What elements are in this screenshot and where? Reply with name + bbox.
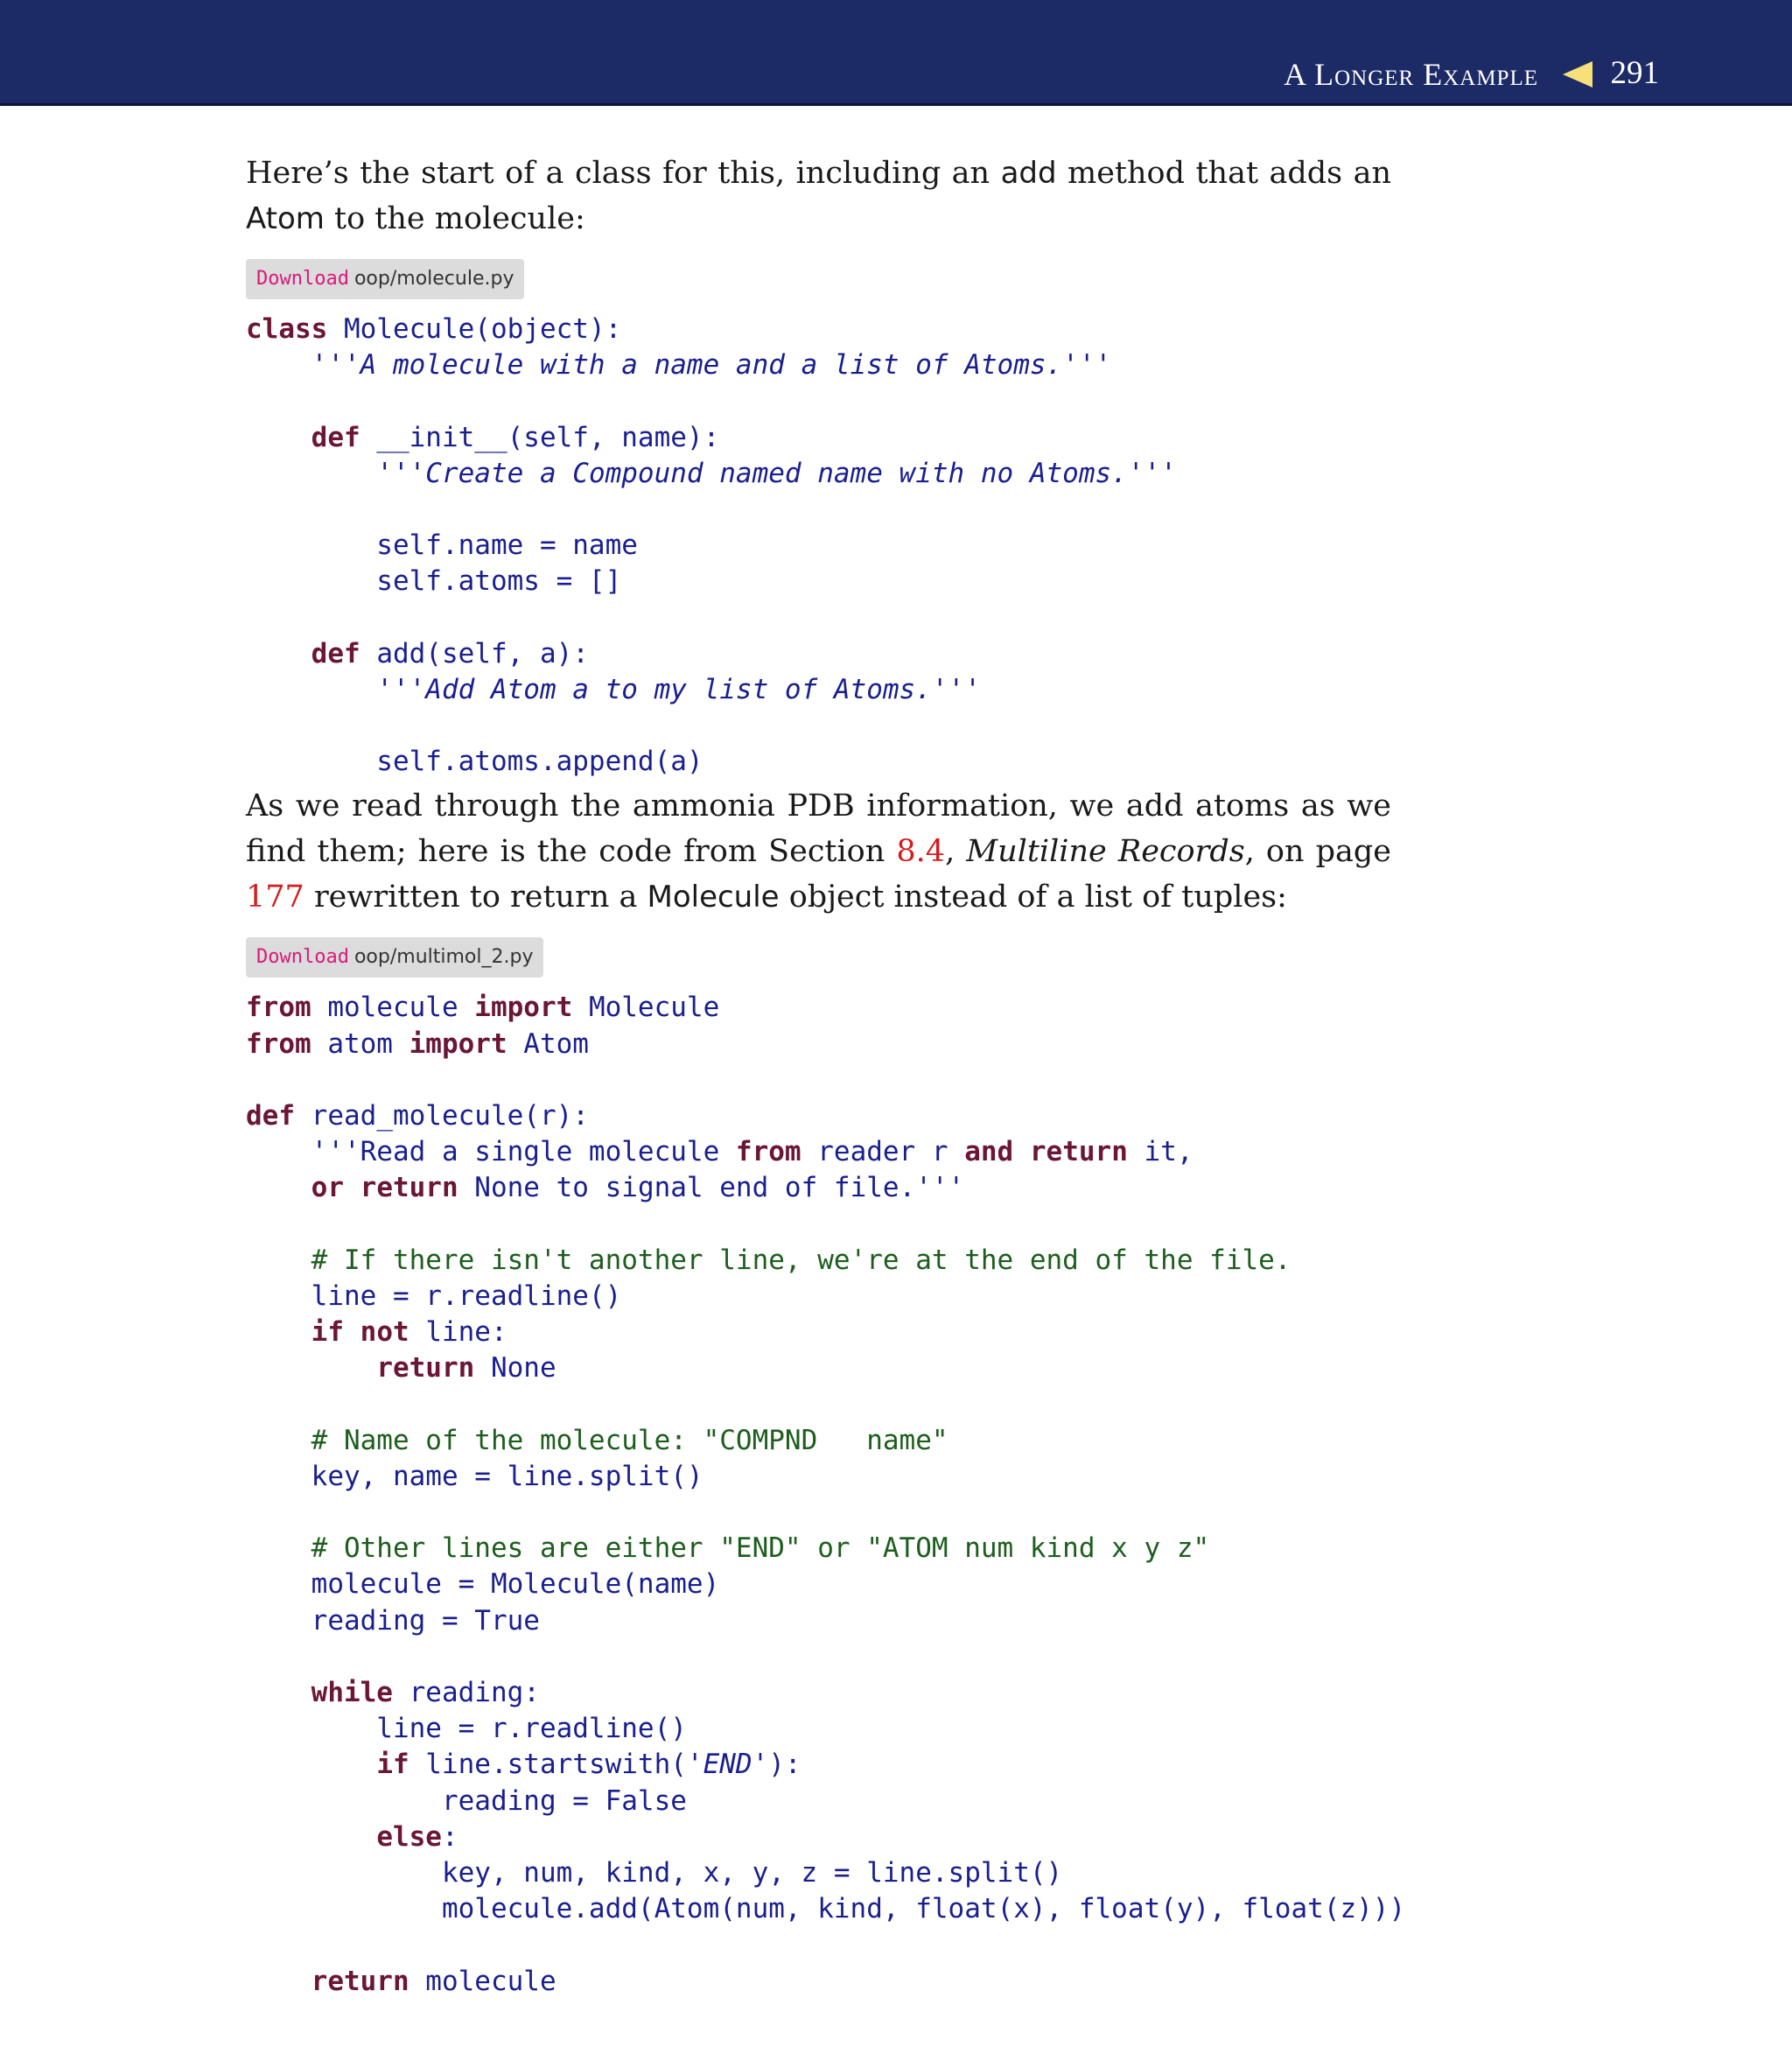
code-token: def (246, 1100, 295, 1132)
code-token: None to signal end of file.''' (458, 1172, 965, 1204)
code-token: not (360, 1316, 410, 1349)
code-line (246, 1350, 1391, 1386)
code-token (246, 1172, 312, 1203)
text: , on page (1244, 834, 1391, 870)
code-line (246, 1459, 1391, 1495)
code-token: Molecule (572, 992, 720, 1024)
running-title: A Longer Example (1284, 57, 1538, 92)
text: Here’s the start of a class for this, including an (246, 156, 1001, 191)
download-link-multimol[interactable] (246, 937, 543, 978)
inline-code-atom: Atom (246, 201, 325, 236)
code-line (246, 1784, 1391, 1819)
code-token: from (246, 1027, 312, 1060)
code-token: line: (409, 1316, 508, 1349)
code-token: __init__(self, name): (360, 421, 720, 453)
code-token (246, 1425, 312, 1456)
code-line (246, 1134, 1391, 1170)
section-link[interactable]: 8.4 (896, 834, 946, 870)
code-line (246, 1747, 1391, 1783)
code-token: reading = False (246, 1784, 687, 1817)
code-line (246, 1531, 1391, 1567)
code-token: it, (1127, 1136, 1194, 1168)
code-line (246, 1964, 1391, 2000)
code-block-multimol (246, 990, 1406, 1999)
code-line (246, 1639, 1391, 1675)
code-line (246, 564, 1391, 599)
code-token (246, 1244, 312, 1276)
text: , (945, 834, 967, 870)
code-token: 'END' (686, 1749, 769, 1781)
code-token (246, 422, 312, 453)
inline-code-add: add (1000, 156, 1057, 191)
code-token: # If there isn't another line, we're at the end of the file. (311, 1244, 1292, 1276)
code-token: self.atoms = [] (246, 565, 622, 598)
code-line (246, 672, 1391, 708)
code-token (246, 1677, 312, 1708)
code-token: return (1029, 1136, 1128, 1168)
inline-code-molecule: Molecule (647, 880, 780, 915)
code-token (246, 674, 376, 705)
text: rewritten to return a (304, 880, 648, 915)
code-line (246, 383, 1391, 419)
code-line (246, 347, 1391, 383)
code-line (246, 528, 1391, 564)
text: method that adds an (1056, 156, 1391, 191)
code-token: atom (311, 1027, 410, 1060)
code-line (246, 1243, 1391, 1279)
text: object instead of a list of tuples: (779, 880, 1287, 915)
text: As we read through the ammonia PDB information, we add atoms as we find them; here is the code from Section (246, 789, 1391, 870)
code-line (246, 1027, 1391, 1062)
code-token: '''Create a Compound named name with no Atoms.''' (376, 457, 1177, 489)
code-token: from (246, 992, 312, 1024)
code-line (246, 1927, 1391, 1963)
code-token: return (311, 1965, 410, 1997)
code-token (246, 1532, 312, 1564)
code-line (246, 420, 1391, 456)
code-token: else (376, 1820, 442, 1853)
code-token: self.name = name (246, 529, 638, 562)
code-token: return (376, 1352, 475, 1385)
code-line (246, 1891, 1406, 1927)
code-line (246, 1495, 1391, 1531)
file-path: oop/multimol_2.py (354, 946, 534, 969)
code-token: class (246, 313, 328, 345)
code-token (344, 1316, 360, 1348)
code-token: reader r (801, 1136, 965, 1168)
code-token: reading = True (246, 1604, 540, 1637)
code-token (246, 349, 312, 381)
code-token (246, 1352, 376, 1384)
code-token: '''A molecule with a name and a list of Atoms.''' (311, 349, 1112, 382)
page-link[interactable]: 177 (246, 880, 304, 915)
code-token: '''Read a single molecule (246, 1136, 736, 1168)
code-token: self.atoms.append(a) (246, 746, 704, 778)
code-line (246, 744, 1391, 780)
code-line (246, 1711, 1391, 1747)
code-token: molecule.add(Atom(num, kind, float(x), float(y), float(z))) (246, 1893, 1406, 1925)
code-token: molecule (311, 992, 475, 1024)
code-token (246, 1966, 312, 1997)
download-label: Download (256, 268, 349, 290)
code-line (246, 636, 1391, 672)
code-token: and (964, 1136, 1014, 1168)
code-token (246, 1316, 312, 1348)
code-line (246, 1567, 1391, 1602)
code-line (246, 1314, 1391, 1350)
file-path: oop/molecule.py (354, 268, 514, 290)
code-token: line.startswith( (409, 1749, 687, 1781)
code-token: line = r.readline() (246, 1279, 622, 1312)
code-line (246, 1387, 1391, 1423)
intro-paragraph (246, 151, 1391, 242)
code-line (246, 1098, 1391, 1134)
code-token: or (311, 1172, 344, 1204)
code-line (246, 456, 1391, 492)
code-token: if (311, 1316, 344, 1349)
code-line (246, 1062, 1391, 1098)
code-token: reading: (392, 1677, 540, 1708)
page-header (0, 0, 1792, 106)
code-line (246, 1170, 1391, 1206)
section-title: Multiline Records (966, 834, 1245, 870)
download-link-molecule[interactable] (246, 259, 524, 299)
code-token: : (441, 1820, 458, 1853)
download-label: Download (256, 946, 349, 969)
code-line (246, 1819, 1391, 1855)
code-token: def (311, 637, 360, 669)
code-token: line = r.readline() (246, 1713, 687, 1745)
code-block-molecule (246, 312, 1391, 780)
code-token: Molecule(object): (327, 313, 622, 345)
code-token: key, name = line.split() (246, 1460, 704, 1492)
code-token: key, num, kind, x, y, z = line.split() (246, 1856, 1063, 1889)
code-line (246, 708, 1391, 744)
code-token (1013, 1136, 1030, 1167)
code-token: # Other lines are either "END" or "ATOM num kind x y z" (311, 1532, 1210, 1565)
code-line (246, 990, 1391, 1026)
code-token (246, 1821, 376, 1853)
code-token (246, 458, 376, 489)
code-token: read_molecule(r): (295, 1100, 589, 1132)
code-line (246, 1423, 1391, 1459)
code-token: molecule (409, 1965, 556, 1997)
code-token (246, 1749, 376, 1780)
code-token: if (376, 1749, 410, 1781)
code-line (246, 1207, 1391, 1243)
code-token: molecule = Molecule(name) (246, 1568, 720, 1601)
code-token: ): (768, 1749, 802, 1781)
body-paragraph (246, 783, 1391, 920)
code-line (246, 1855, 1391, 1891)
code-token: while (311, 1677, 393, 1708)
code-token: from (735, 1136, 802, 1168)
code-token: Atom (507, 1027, 589, 1060)
code-token: def (311, 421, 360, 453)
code-line (246, 600, 1391, 636)
code-token: import (409, 1027, 508, 1060)
code-token (344, 1172, 360, 1203)
code-token: '''Add Atom a to my list of Atoms.''' (376, 673, 981, 705)
code-line (246, 312, 1391, 347)
code-token: add(self, a): (360, 637, 589, 669)
code-token: None (474, 1352, 556, 1385)
code-line (246, 1603, 1391, 1639)
text: to the molecule: (324, 201, 585, 236)
page-number: 291 (1610, 55, 1659, 91)
code-line (246, 1675, 1391, 1711)
code-token (246, 638, 312, 669)
code-token: # Name of the molecule: "COMPND name" (311, 1424, 948, 1456)
code-line (246, 492, 1391, 528)
code-token: import (474, 992, 573, 1024)
code-token: return (360, 1172, 458, 1204)
code-line (246, 1279, 1391, 1314)
back-arrow-icon (1563, 61, 1592, 88)
page-content (246, 151, 1406, 2000)
